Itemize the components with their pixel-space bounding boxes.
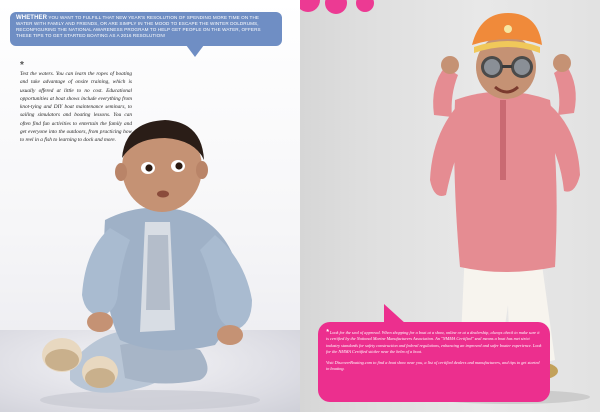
certification-callout — [318, 322, 550, 402]
toddler-photo — [30, 110, 280, 410]
intro-banner-body: YOU WANT TO FULFILL THAT NEW YEAR'S RESOLUTION OF SPENDING MORE TIME ON THE WATER WITH FAMILY AND FRIENDS, OR ARE SIMPLY IN THE MOOD TO ESCAPE THE WINTER DOLDRUMS, RECONFIGURING THE NATIONAL AWARENESS PROGRAM TO HELP GET PEOPLE ON THE WATER, OFFERS THESE TIPS TO GET STARTED BOATING AS A 2016 RESOLUTION! — [16, 15, 261, 38]
certification-note — [326, 330, 542, 355]
intro-lead-word: WHETHER — [16, 15, 48, 21]
left-article-text: Test the waters. You can learn the ropes of boating and take advantage of onsite training, which is usually offered at little to no cost. Educational opportunities at boat shows include everything from knot-tying and DIY boat maintenance seminars, to sailing simulators and boating lessons. You can often find fun activities to entertain the family and get everyone into the outdoors, from practicing how to reel in a fish to learning to dock and more. — [20, 71, 132, 144]
discover-boating-note: Visit DiscoverBoating.com to find a boat show near you, a list of certified dealers and manufacturers, and tips to get started in boating. — [326, 360, 540, 372]
intro-banner-text — [16, 15, 276, 39]
pink-dot-large — [300, 0, 320, 12]
certification-note-text: Look for the seal of approval. When shopping for a boat at a show, online or at a dealership, always check to make sure it is certified by the National Marine Manufacturers Association. An "NMMA Certified" seal means a boat has met strict industry standards for safety construction and federal regulations, enhancing an improved and safer boater experience. Look for the NMMA Certified sticker near the helm of a boat. — [326, 330, 542, 354]
intro-banner — [10, 12, 282, 46]
asterisk-bullet: * — [20, 60, 24, 71]
pink-dot-small — [356, 0, 374, 12]
callout-asterisk: * — [326, 329, 329, 336]
pink-dot-medium — [325, 0, 347, 14]
